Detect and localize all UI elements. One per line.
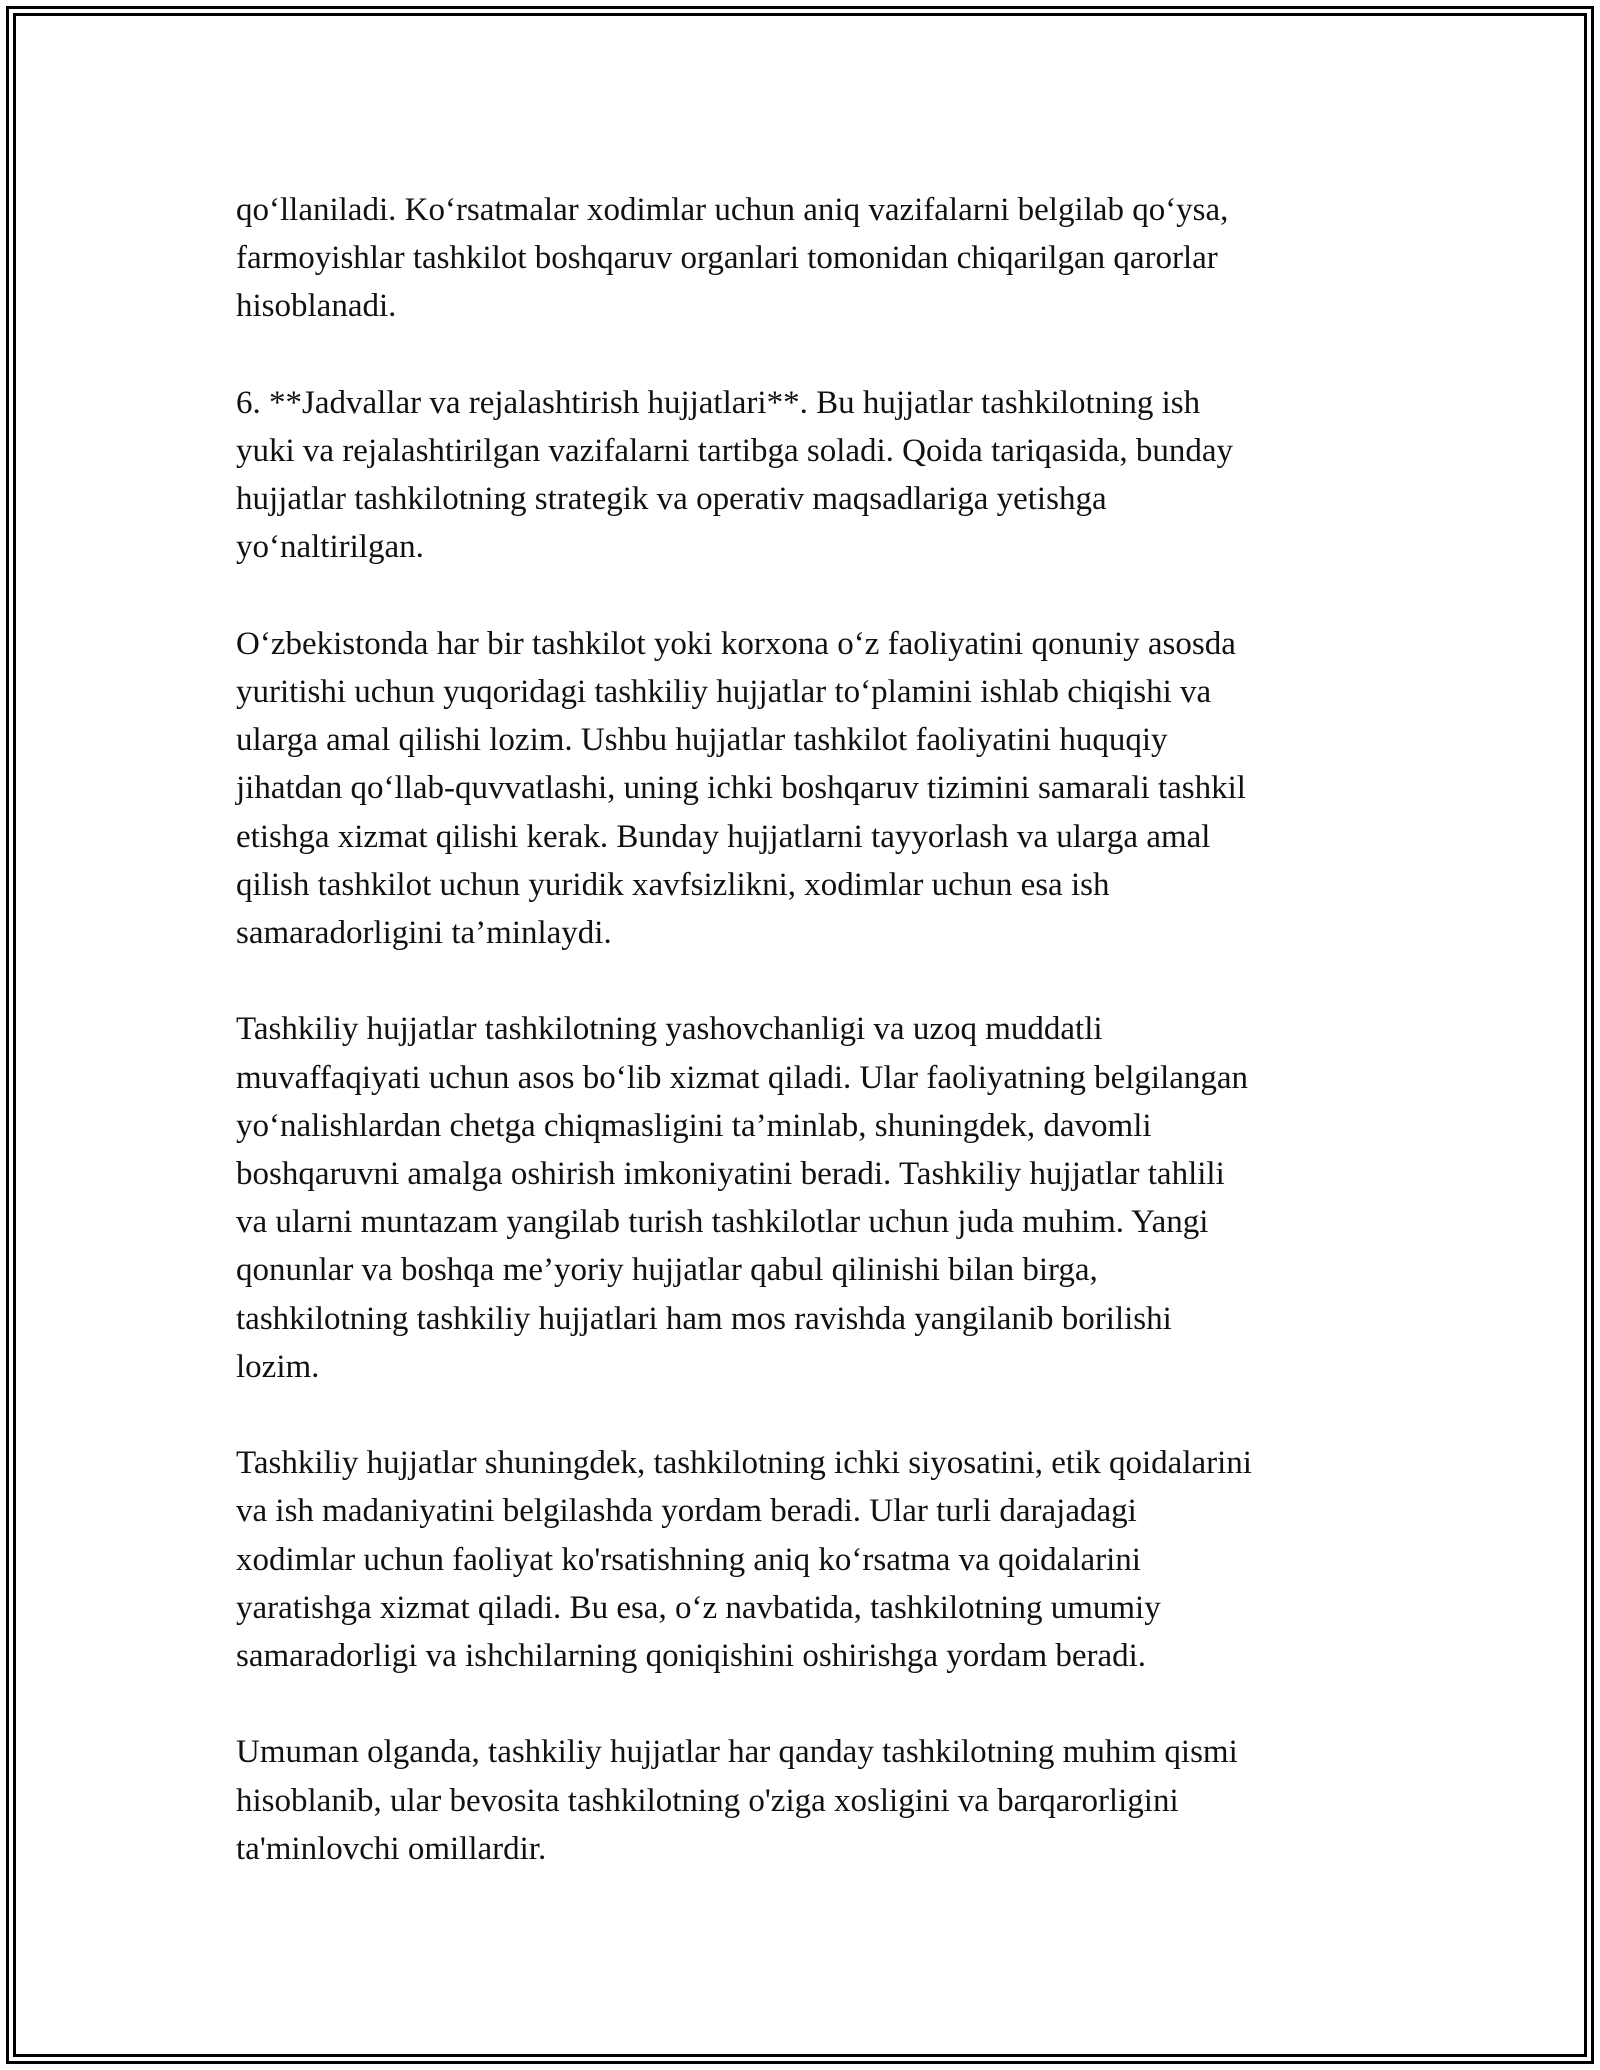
document-body bbox=[236, 186, 1386, 1873]
paragraph-uzbekistan-requirements: O‘zbekistonda har bir tashkilot yoki korxona o‘z faoliyatini qonuniy asosda yuritishi uchun yuqoridagi tashkiliy hujjatlar to‘plamini ishlab chiqishi va ularga amal qilishi lozim. Ushbu hujjatlar tashkilot faoliyatini huquqiy jihatdan qo‘llab-quvvatlashi, uning ichki boshqaruv tizimini samarali tashkil etishga xizmat qilishi kerak. Bunday hujjatlarni tayyorlash va ularga amal qilish tashkilot uchun yuridik xavfsizlikni, xodimlar uchun esa ish samaradorligini ta’minlaydi. bbox=[236, 625, 1246, 952]
paragraph-organizational-viability: Tashkiliy hujjatlar tashkilotning yashovchanligi va uzoq muddatli muvaffaqiyati uchun asos bo‘lib xizmat qiladi. Ular faoliyatning belgilangan yo‘nalishlardan chetga chiqmasligini ta’minlab, shuningdek, davomli boshqaruvni amalga oshirish imkoniyatini beradi. Tashkiliy hujjatlar tahlili va ularni muntazam yangilab turish tashkilotlar uchun juda muhim. Yangi qonunlar va boshqa me’yoriy hujjatlar qabul qilinishi bilan birga, tashkilotning tashkiliy hujjatlari ham mos ravishda yangilanib borilishi lozim. bbox=[236, 1011, 1249, 1385]
paragraph-internal-policy: Tashkiliy hujjatlar shuningdek, tashkilotning ichki siyosatini, etik qoidalarini va ish madaniyatini belgilashda yordam beradi. Ular turli darajadagi xodimlar uchun faoliyat ko'rsatishning aniq ko‘rsatma va qoidalarini yaratishga xizmat qiladi. Bu esa, o‘z navbatida, tashkilotning umumiy samaradorligi va ishchilarning qoniqishini oshirishga yordam beradi. bbox=[236, 1445, 1252, 1675]
paragraph-schedules-planning-documents: 6. **Jadvallar va rejalashtirish hujjatlari**. Bu hujjatlar tashkilotning ish yuki va rejalashtirilgan vazifalarni tartibga soladi. Qoida tariqasida, bunday hujjatlar tashkilotning strategik va operativ maqsadlariga yetishga yo‘naltirilgan. bbox=[236, 384, 1233, 566]
paragraph-conclusion: Umuman olganda, tashkiliy hujjatlar har qanday tashkilotning muhim qismi hisoblanib, ular bevosita tashkilotning o'ziga xosligini va barqarorligini ta'minlovchi omillardir. bbox=[236, 1734, 1238, 1867]
paragraph-orders-decrees: qo‘llaniladi. Ko‘rsatmalar xodimlar uchun aniq vazifalarni belgilab qo‘ysa, farmoyishlar tashkilot boshqaruv organlari tomonidan chiqarilgan qarorlar hisoblanadi. bbox=[236, 192, 1229, 325]
